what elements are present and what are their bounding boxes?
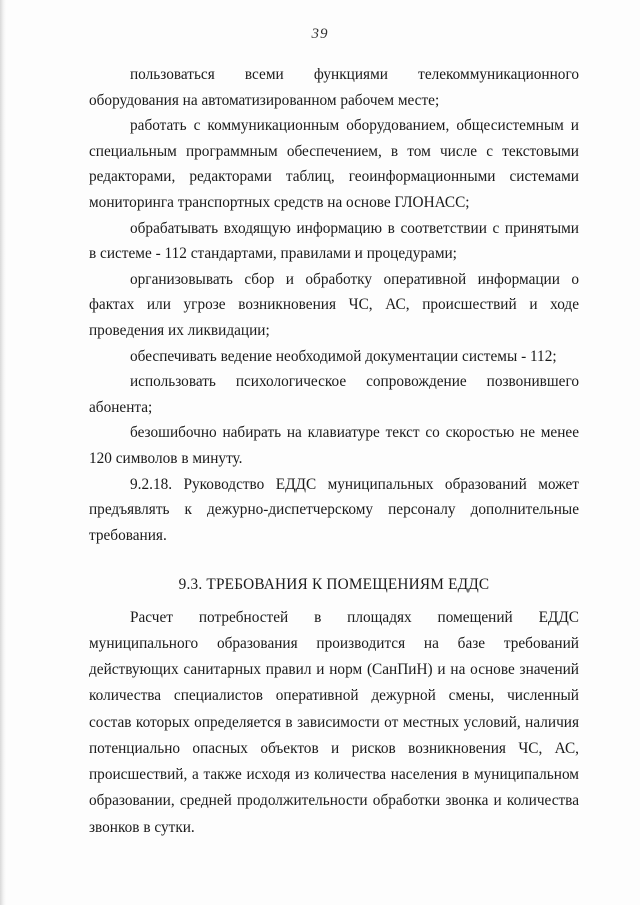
document-body (89, 62, 579, 841)
paragraph-telecom-functions: пользоваться всеми функциями телекоммуникационного оборудования на автоматизированном рабочем месте; (89, 66, 579, 109)
paragraph-psychological-support: использовать психологическое сопровождение позвонившего абонента; (89, 373, 579, 416)
paragraph-premises-calculation: Расчет потребностей в площадях помещений ЕДДС муниципального образования производится на базе требований действующих санитарных правил и норм (СанПиН) и на основе значений количества специалистов оперативной дежурной смены, численный состав которых определяется в зависимости от местных условий, наличия потенциально опасных объектов и рисков возникновения ЧС, АС, происшествий, а также исходя из количества населения в муниципальном образовании, средней продолжительности обработки звонка и количества звонков в сутки. (89, 608, 579, 836)
paragraph-documentation: обеспечивать ведение необходимой документации системы - 112; (130, 347, 557, 365)
paragraph-additional-requirements: 9.2.18. Руководство ЕДДС муниципальных образований может предъявлять к дежурно-диспетчерскому персоналу дополнительные требования. (89, 475, 579, 544)
paragraph-typing-speed: безошибочно набирать на клавиатуре текст со скоростью не менее 120 символов в минуту. (89, 424, 579, 467)
paragraph-operational-information: организовывать сбор и обработку оперативной информации о фактах или угрозе возникновения ЧС, АС, происшествий и ходе проведения их ликвидации; (89, 270, 579, 339)
section-heading: 9.3. ТРЕБОВАНИЯ К ПОМЕЩЕНИЯМ ЕДДС (178, 576, 490, 594)
page-number: 39 (311, 26, 329, 42)
paragraph-communication-equipment: работать с коммуникационным оборудованием, общесистемным и специальным программным обеспечением, в том числе с текстовыми редакторами, редакторами таблиц, геоинформационными системами мониторинга транспортных средств на основе ГЛОНАСС; (89, 117, 579, 211)
scan-edge-shadow (0, 0, 6, 905)
paragraph-incoming-information: обрабатывать входящую информацию в соответствии с принятыми в системе - 112 стандартами, правилами и процедурами; (89, 219, 579, 263)
